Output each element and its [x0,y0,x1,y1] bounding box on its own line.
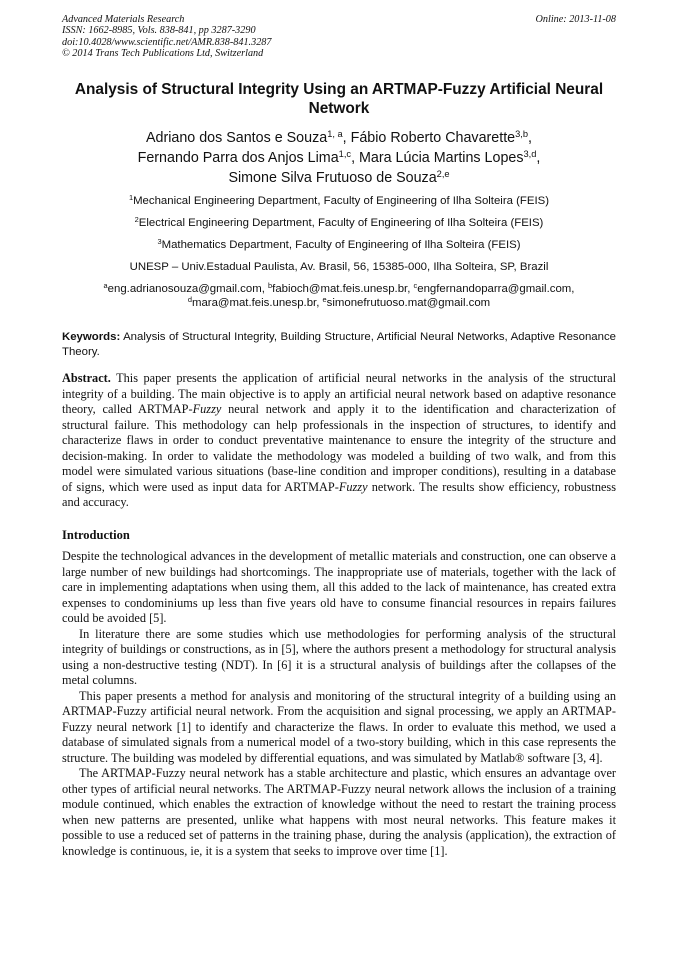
abstract [62,371,616,511]
affiliation-line [62,193,616,215]
email-mark: e [322,294,327,304]
email-address[interactable]: fabioch@mat.feis.unesp.br, [272,283,414,295]
email-address[interactable]: engfernandoparra@gmail.com, [417,283,575,295]
affiliation-mark: 2 [134,214,139,224]
affiliation-text: UNESP – Univ.Estadual Paulista, Av. Brasil, 56, 15385-000, Ilha Solteira, SP, Brazil [129,261,549,273]
affiliation-text: Mathematics Department, Faculty of Engineering of Ilha Solteira (FEIS) [161,239,521,251]
keywords-text: Analysis of Structural Integrity, Building Structure, Artificial Neural Networks, Adaptive Resonance Theory. [62,331,616,358]
author-affiliation-mark: 3,d [523,148,537,159]
author-name: Mara Lúcia Martins Lopes [359,150,524,166]
abstract-text: neural network and apply it to the identification and characterization of structural failure. This methodology can help professionals in the inspection of structures, to identify and characterize flaws in order to conduct preventative maintenance to ensure the integrity of the structure and decision-making. In order to validate the methodology was modeled a building of two walk, and from this model were simulated various situations (base-line condition and improper conditions), resulting in a database of signs, which were used as input data for ARTMAP- [62,402,616,494]
paper-title: Analysis of Structural Integrity Using an ARTMAP-Fuzzy Artificial Neural Network [74,81,604,117]
abstract-text: network. The results show efficiency, robustness and accuracy. [62,479,616,509]
abstract-italic: Fuzzy [338,479,368,494]
affiliation-mark: 1 [128,192,134,202]
affiliations [62,193,616,310]
affiliation-text: Mechanical Engineering Department, Faculty of Engineering of Ilha Solteira (FEIS) [133,195,550,207]
abstract-label: Abstract. [62,371,111,385]
introduction-heading: Introduction [62,528,130,542]
affiliation-line [62,259,616,281]
author-emails [62,282,616,310]
paragraph: This paper presents a method for analysis and monitoring of the structural integrity of a building using an ARTMAP-Fuzzy artificial neural network. From the acquisition and signal processing, we apply an ARTMAP-Fuzzy neural network [1] to identify and characterize the flaws. In order to evaluate this method, we used a database of simulated signals from a numerical model of a two-story building, which in this case represents the structure. The building was modeled by differential equations, and was simulated by Matlab® software [3, 4]. [62,688,616,765]
doi-line: doi:10.4028/www.scientific.net/AMR.838-841.3287 [62,36,272,48]
introduction-body [62,549,616,859]
author-affiliation-mark: 1, a [327,128,343,139]
author-name: Fábio Roberto Chavarette [350,130,516,146]
affiliation-mark: 3 [157,236,162,246]
email-mark: c [413,280,418,290]
author-separator: , [536,150,541,166]
author-name: Simone Silva Frutuoso de Souza [228,170,437,186]
author-affiliation-mark: 1,c [338,148,352,159]
author-separator: , [528,130,533,146]
paragraph: Despite the technological advances in the development of metallic materials and construction, one can observe a large number of new buildings had shortcomings. The inappropriate use of materials, together with the lack of care in implementing adaptations when using them, all this added to the lack of maintenance, has created extra expenses to condominiums up less than five years old have to consume financial resources in repairs failures could be avoided [5]. [62,549,616,625]
author-separator: , [351,150,360,166]
abstract-italic: Fuzzy [192,402,222,416]
email-mark: d [187,294,192,304]
author-affiliation-mark: 2,e [436,168,450,179]
online-date: Online: 2013-11-08 [535,14,616,25]
email-address[interactable]: eng.adrianosouza@gmail.com, [107,283,269,295]
author-list [62,128,616,188]
issn-line: ISSN: 1662-8985, Vols. 838-841, pp 3287-3290 [62,25,256,37]
email-mark: a [103,280,108,290]
keywords-label: Keywords: [62,331,121,343]
author-separator: , [342,130,351,146]
author-name: Fernando Parra dos Anjos Lima [137,150,339,166]
email-mark: b [268,280,273,290]
keywords [62,330,616,360]
email-address[interactable]: mara@mat.feis.unesp.br, [191,297,323,309]
email-address[interactable]: simonefrutuoso.mat@gmail.com [326,297,491,309]
journal-name: Advanced Materials Research [62,14,185,25]
affiliation-text: Electrical Engineering Department, Faculty of Engineering of Ilha Solteira (FEIS) [138,217,544,229]
author-name: Adriano dos Santos e Souza [145,130,328,146]
journal-header [62,14,616,60]
paragraph: In literature there are some studies which use methodologies for performing analysis of the structural integrity of buildings or constructions, as in [5], where the authors present a methodology for structural analysis using a non-destructive testing (NDT). In [6] it is a structural analysis of buildings after the collapses of the metal columns. [62,626,616,687]
affiliation-line [62,237,616,259]
affiliation-line [62,215,616,237]
abstract-text: This paper presents the application of artificial neural networks in the analysis of the structural integrity of a building. The main objective is to apply an artificial neural network based on adaptive resonance theory, called ARTMAP- [62,371,616,416]
author-affiliation-mark: 3,b [515,128,529,139]
paragraph: The ARTMAP-Fuzzy neural network has a stable architecture and plastic, which ensures an advantage over other types of artificial neural networks. The ARTMAP-Fuzzy neural network allows the inclusion of a training module continued, which enables the extraction of knowledge without the need to restart the training process when new patterns are presented, unlike what happens with most neural networks. This feature makes it possible to use a reduced set of patterns in the training phase, during the analysis (application), the extraction of knowledge is continuous, ie, it is a system that seeks to improve over time [1]. [62,766,616,858]
copyright-line: © 2014 Trans Tech Publications Ltd, Switzerland [62,48,264,60]
